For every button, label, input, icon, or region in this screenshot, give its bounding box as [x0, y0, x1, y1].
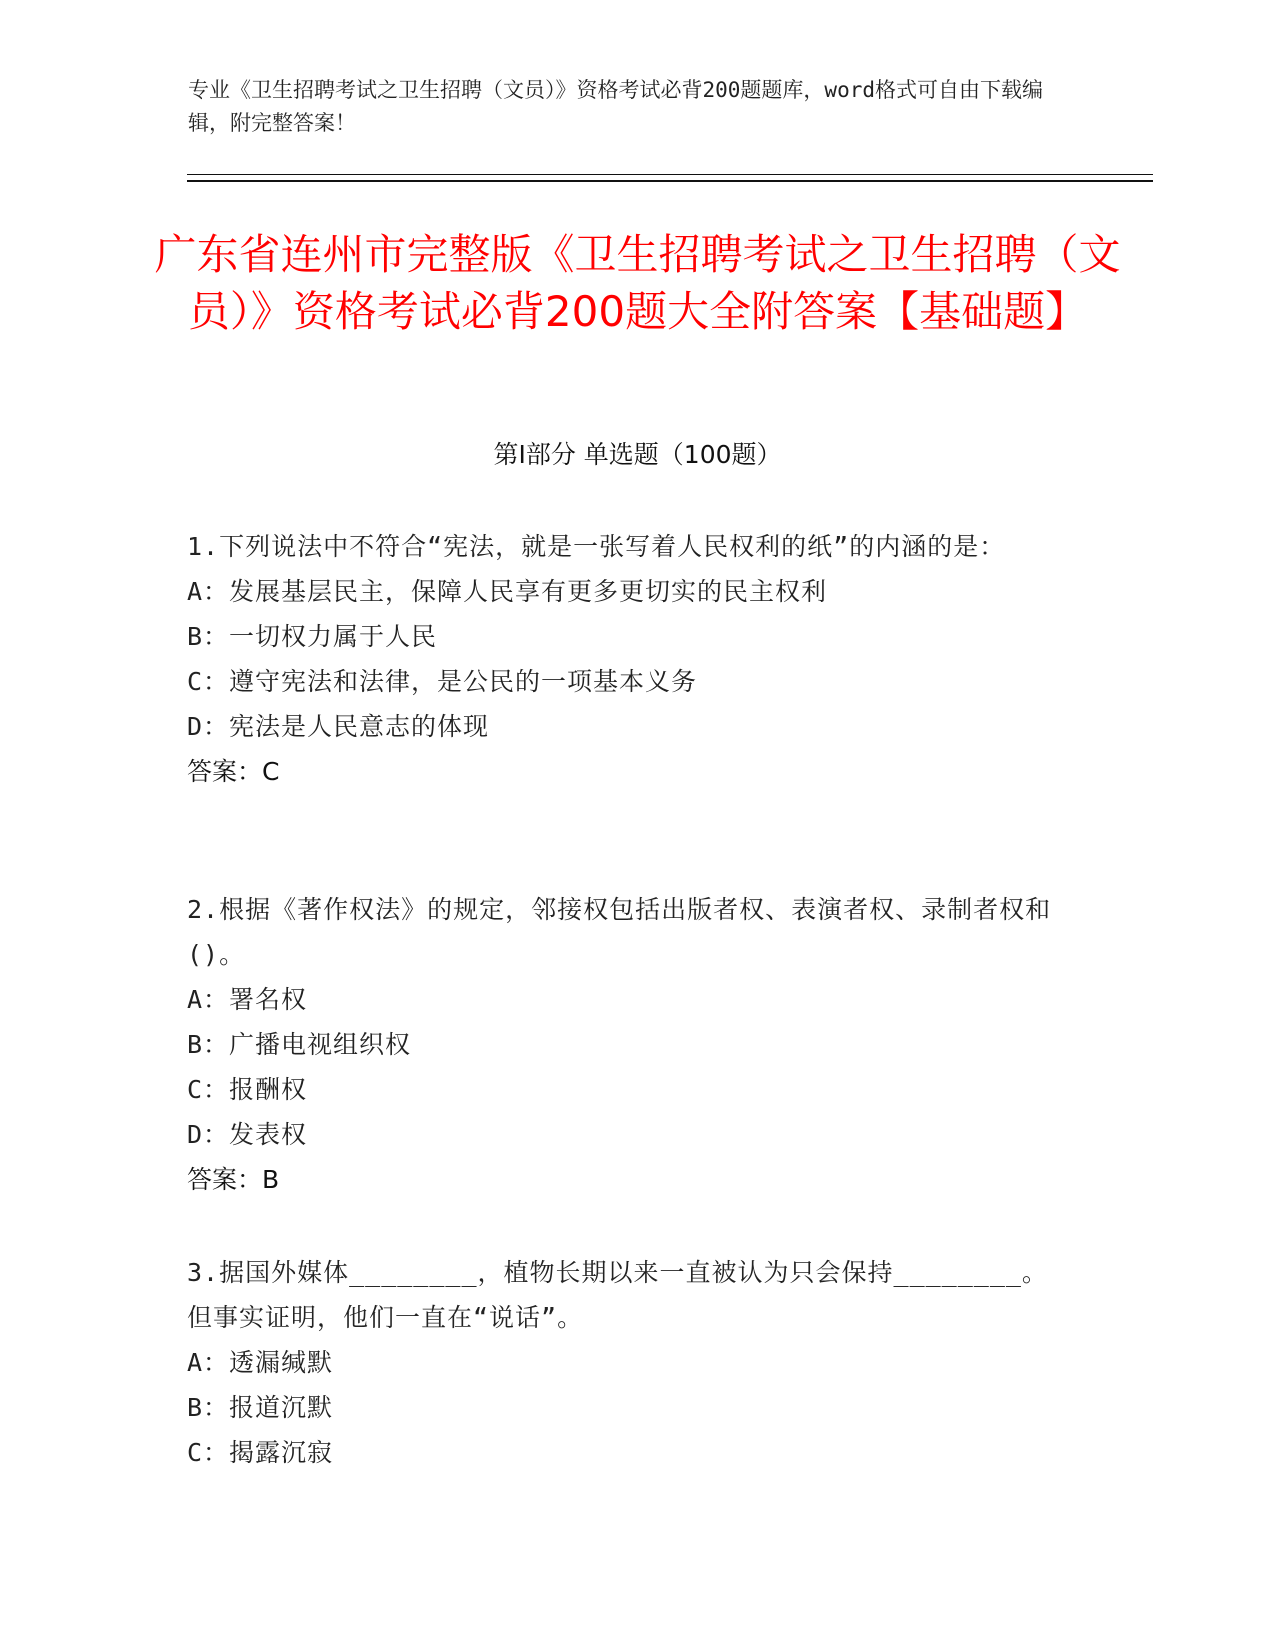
answer-line: 答案：C	[187, 757, 280, 786]
header-divider-thick	[187, 180, 1153, 182]
answer-line: 答案：B	[187, 1165, 280, 1194]
option-b: B：报道沉默	[187, 1393, 334, 1422]
question-stem: 2.根据《著作权法》的规定，邻接权包括出版者权、表演者权、录制者权和()。	[187, 895, 1052, 969]
option-c: C：揭露沉寂	[187, 1438, 334, 1467]
question-block	[187, 887, 1067, 1202]
question-stem: 3.据国外媒体________，植物长期以来一直被认为只会保持________。但事实证明，他们一直在“说话”。	[187, 1258, 1048, 1332]
header-note: 专业《卫生招聘考试之卫生招聘（文员）》资格考试必背200题题库，word格式可自由下载编辑，附完整答案！	[188, 78, 1043, 135]
question-block	[187, 1250, 1067, 1475]
question-block	[187, 524, 1067, 794]
option-d: D：发表权	[187, 1120, 308, 1149]
option-c: C：遵守宪法和法律，是公民的一项基本义务	[187, 667, 698, 696]
question-stem: 1.下列说法中不符合“宪法，就是一张写着人民权利的纸”的内涵的是：	[187, 532, 1006, 561]
section-heading: 第Ⅰ部分 单选题（100题）	[493, 440, 782, 469]
option-c: C：报酬权	[187, 1075, 308, 1104]
document-title: 广东省连州市完整版《卫生招聘考试之卫生招聘（文员）》资格考试必背200题大全附答案【基础题】	[154, 230, 1121, 336]
option-d: D：宪法是人民意志的体现	[187, 712, 490, 741]
option-a: A：署名权	[187, 985, 308, 1014]
option-b: B：一切权力属于人民	[187, 622, 438, 651]
header-divider-thin	[187, 174, 1153, 175]
option-a: A：发展基层民主，保障人民享有更多更切实的民主权利	[187, 577, 828, 606]
option-b: B：广播电视组织权	[187, 1030, 412, 1059]
option-a: A：透漏缄默	[187, 1348, 334, 1377]
